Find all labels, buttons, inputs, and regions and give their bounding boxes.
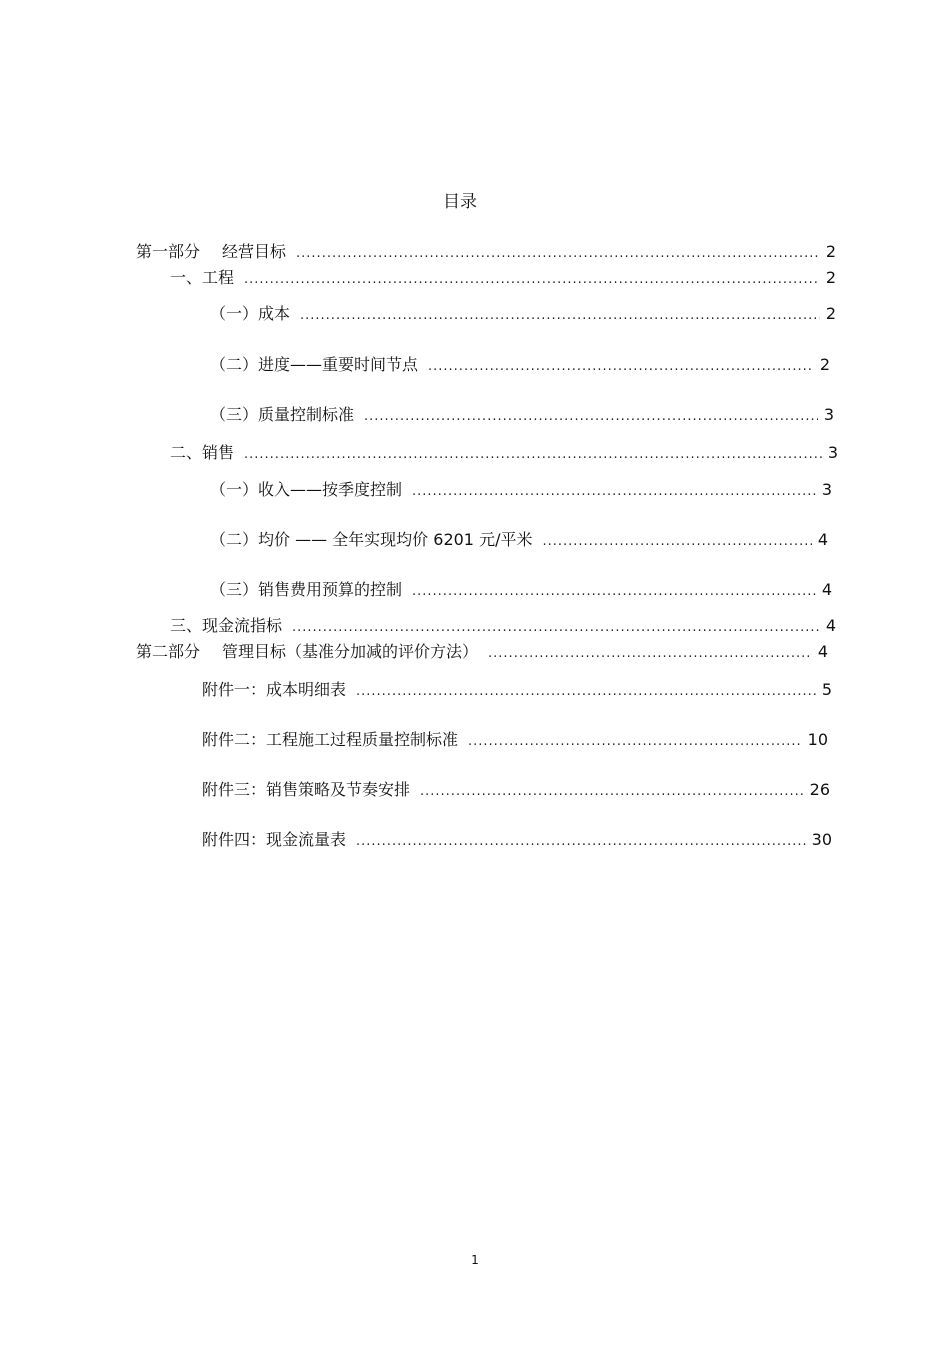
toc-entry-label: （三）销售费用预算的控制	[210, 580, 403, 599]
toc-page-number: 2	[825, 242, 836, 261]
toc-entry-engineering[interactable]	[170, 266, 836, 290]
footer-page-number: 1	[471, 1253, 479, 1267]
toc-page-number: 2	[825, 268, 836, 287]
toc-leader-dots	[296, 242, 820, 266]
toc-entry-revenue[interactable]	[210, 478, 832, 502]
toc-page-number: 4	[817, 530, 828, 549]
toc-entry-label: （二）进度——重要时间节点	[210, 355, 419, 374]
toc-leader-dots	[300, 304, 820, 328]
toc-leader-dots	[542, 530, 811, 554]
toc-leader-dots	[420, 780, 804, 804]
toc-entry-appendix-3[interactable]	[202, 778, 830, 802]
toc-entry-label: 第二部分 管理目标（基准分加减的评价方法）	[136, 642, 479, 661]
toc-leader-dots	[428, 355, 814, 379]
toc-entry-sales-budget[interactable]	[210, 578, 832, 602]
toc-title: 目录	[443, 192, 477, 212]
toc-page-number: 4	[821, 580, 832, 599]
toc-entry-part-1[interactable]	[136, 240, 836, 264]
toc-page-number: 2	[825, 304, 836, 323]
toc-leader-dots	[488, 642, 812, 666]
toc-entry-label: （一）成本	[210, 304, 291, 323]
toc-page-number: 4	[825, 616, 836, 635]
toc-page-number: 4	[817, 642, 828, 661]
toc-leader-dots	[412, 580, 816, 604]
toc-page-number: 3	[821, 480, 832, 499]
toc-entry-label: （一）收入——按季度控制	[210, 480, 403, 499]
toc-entry-average-price[interactable]	[210, 528, 828, 552]
toc-entry-appendix-1[interactable]	[202, 678, 832, 702]
toc-entry-label: 三、现金流指标	[170, 616, 283, 635]
toc-entry-label: （三）质量控制标准	[210, 405, 355, 424]
toc-entry-appendix-4[interactable]	[202, 828, 832, 852]
toc-entry-label: （二）均价 —— 全年实现均价 6201 元/平米	[210, 530, 533, 549]
toc-entry-label: 附件一：成本明细表	[202, 680, 347, 699]
toc-page-number: 10	[807, 730, 828, 749]
toc-leader-dots	[244, 443, 822, 467]
toc-page-number: 2	[819, 355, 830, 374]
toc-leader-dots	[292, 616, 820, 640]
toc-entry-label: 附件四：现金流量表	[202, 830, 347, 849]
toc-entry-label: 一、工程	[170, 268, 235, 287]
toc-entry-part-2[interactable]	[136, 640, 828, 664]
toc-leader-dots	[468, 730, 802, 754]
toc-entry-appendix-2[interactable]	[202, 728, 828, 752]
toc-entry-schedule[interactable]	[210, 353, 830, 377]
toc-entry-label: 附件二：工程施工过程质量控制标准	[202, 730, 459, 749]
toc-page-number: 26	[809, 780, 830, 799]
toc-entry-label: 附件三：销售策略及节奏安排	[202, 780, 411, 799]
toc-entry-quality-standard[interactable]	[210, 403, 834, 427]
toc-page-number: 30	[811, 830, 832, 849]
toc-entry-label: 第一部分 经营目标	[136, 242, 287, 261]
toc-page-number: 5	[821, 680, 832, 699]
toc-page-number: 3	[823, 405, 834, 424]
toc-entry-sales[interactable]	[170, 441, 838, 465]
toc-page-number: 3	[827, 443, 838, 462]
toc-leader-dots	[244, 268, 820, 292]
toc-leader-dots	[356, 680, 816, 704]
toc-leader-dots	[364, 405, 818, 429]
toc-entry-cash-flow-indicators[interactable]	[170, 614, 836, 638]
toc-entry-cost[interactable]	[210, 302, 836, 326]
toc-leader-dots	[356, 830, 806, 854]
toc-entry-label: 二、销售	[170, 443, 235, 462]
toc-leader-dots	[412, 480, 816, 504]
